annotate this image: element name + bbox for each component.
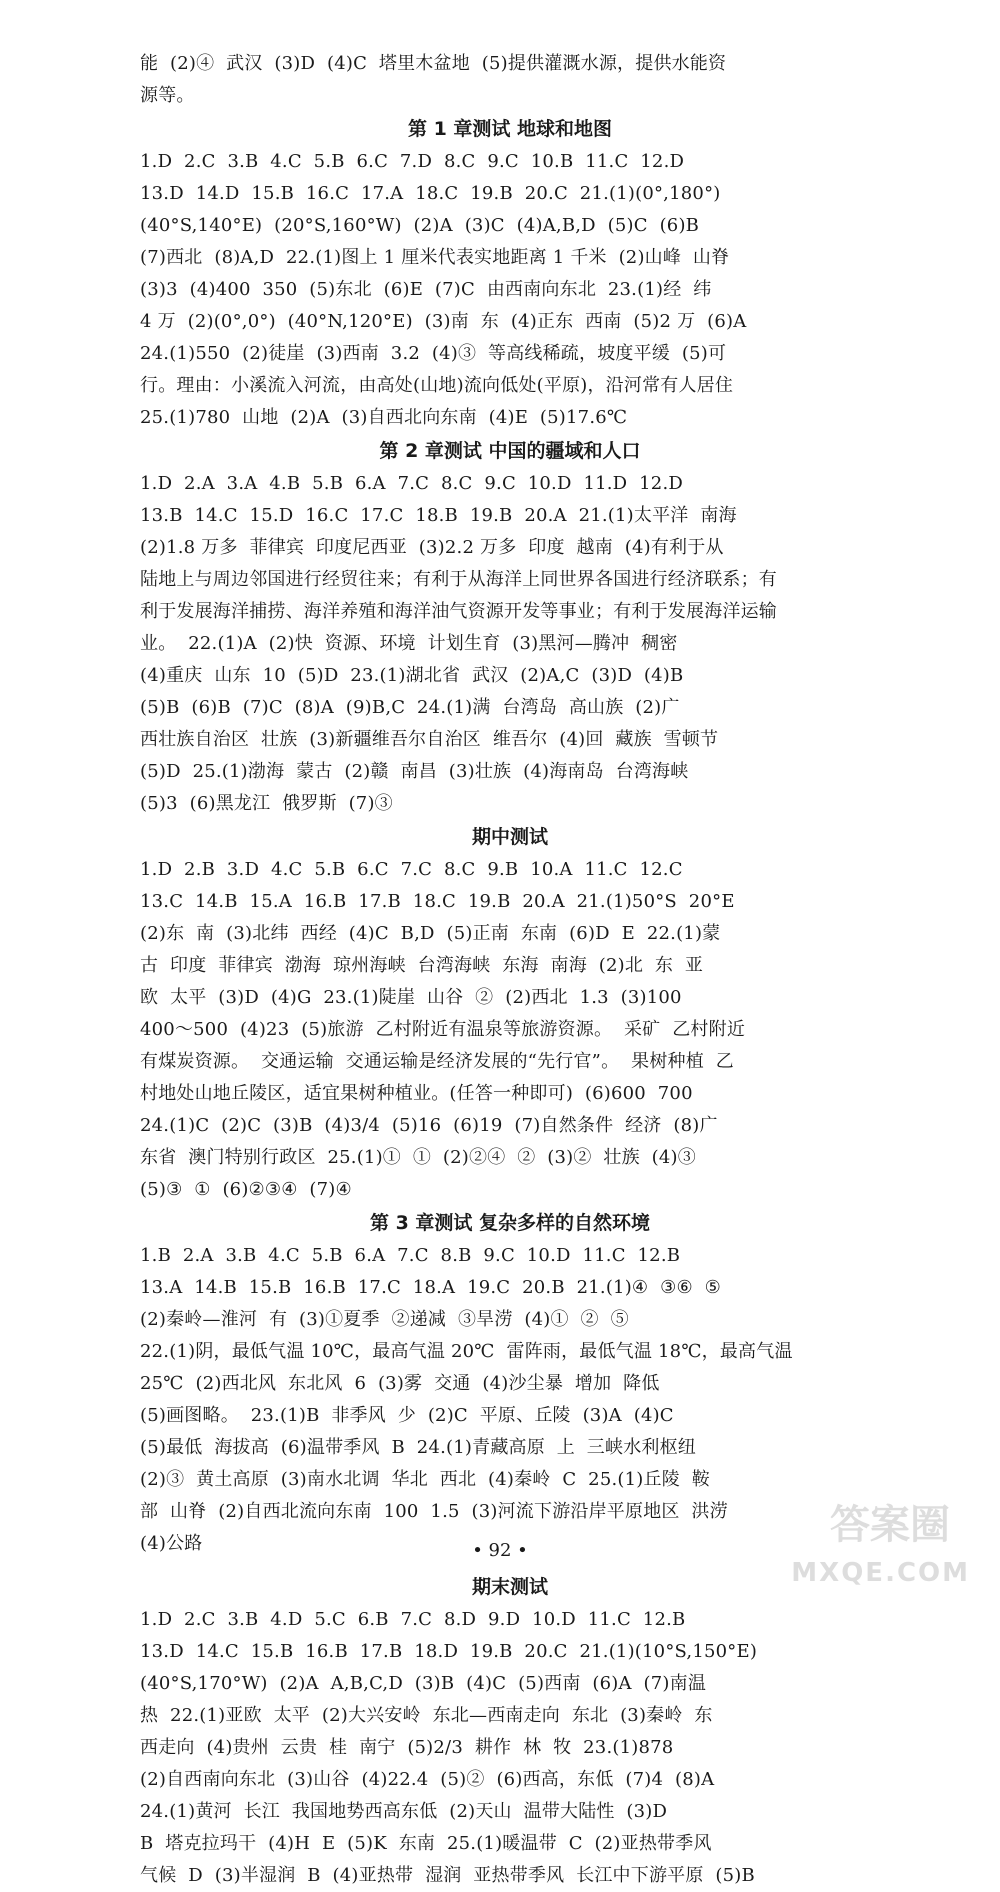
test-section	[140, 820, 880, 1206]
answer-line: 1.D 2.C 3.B 4.D 5.C 6.B 7.C 8.D 9.D 10.D 11.C 12.B	[140, 1609, 686, 1630]
answer-line: 13.D 14.C 15.B 16.B 17.B 18.D 19.B 20.C 21.(1)(10°S,150°E)	[140, 1641, 758, 1662]
watermark-url: MXQE.COM	[791, 1558, 970, 1588]
test-section	[140, 1206, 880, 1570]
answer-line: 东省 澳门特别行政区 25.(1)① ① (2)②④ ② (3)② 壮族 (4)③	[140, 1147, 696, 1168]
answer-line: 13.C 14.B 15.A 16.B 17.B 18.C 19.B 20.A 21.(1)50°S 20°E	[140, 891, 735, 912]
answer-line: 西壮族自治区 壮族 (3)新疆维吾尔自治区 维吾尔 (4)回 藏族 雪顿节	[140, 729, 719, 750]
answer-line: 13.D 14.D 15.B 16.C 17.A 18.C 19.B 20.C 21.(1)(0°,180°)	[140, 183, 721, 204]
answer-line: (5)3 (6)黑龙江 俄罗斯 (7)③	[140, 793, 393, 814]
answer-line: 西走向 (4)贵州 云贵 桂 南宁 (5)2/3 耕作 林 牧 23.(1)878	[140, 1737, 674, 1758]
answer-line: (3)3 (4)400 350 (5)东北 (6)E (7)C 由西南向东北 23.(1)经 纬	[140, 279, 712, 300]
answer-line: (5)D 25.(1)渤海 蒙古 (2)赣 南昌 (3)壮族 (4)海南岛 台湾海峡	[140, 761, 689, 782]
answer-line: 欧 太平 (3)D (4)G 23.(1)陡崖 山谷 ② (2)西北 1.3 (3)100	[140, 987, 682, 1008]
answer-content	[140, 48, 880, 1892]
answer-line: 4 万 (2)(0°,0°) (40°N,120°E) (3)南 东 (4)正东 西南 (5)2 万 (6)A	[140, 311, 747, 332]
answer-line: (2)③ 黄土高原 (3)南水北调 华北 西北 (4)秦岭 C 25.(1)丘陵 鞍	[140, 1469, 710, 1490]
answer-line: 1.D 2.A 3.A 4.B 5.B 6.A 7.C 8.C 9.C 10.D 11.D 12.D	[140, 473, 684, 494]
answer-line: (2)1.8 万多 菲律宾 印度尼西亚 (3)2.2 万多 印度 越南 (4)有利于从	[140, 537, 724, 558]
answer-line: (2)自西南向东北 (3)山谷 (4)22.4 (5)② (6)西高，东低 (7)4 (8)A	[140, 1769, 715, 1790]
answer-line: (5)B (6)B (7)C (8)A (9)B,C 24.(1)满 台湾岛 高山族 (2)广	[140, 697, 680, 718]
section-title: 期末测试	[471, 1576, 548, 1598]
test-section	[140, 1570, 880, 1892]
answer-line: 24.(1)C (2)C (3)B (4)3/4 (5)16 (6)19 (7)自然条件 经济 (8)广	[140, 1115, 718, 1136]
section-gap	[140, 1560, 880, 1570]
answer-line: (5)最低 海拔高 (6)温带季风 B 24.(1)青藏高原 上 三峡水利枢纽	[140, 1437, 697, 1458]
section-title: 期中测试	[471, 826, 548, 848]
intro-block	[140, 48, 880, 112]
answer-line: 24.(1)黄河 长江 我国地势西高东低 (2)天山 温带大陆性 (3)D	[140, 1801, 668, 1822]
answer-line: 部 山脊 (2)自西北流向东南 100 1.5 (3)河流下游沿岸平原地区 洪涝	[140, 1501, 728, 1522]
watermark-text: 答案圈	[830, 1502, 950, 1548]
answer-line: (2)东 南 (3)北纬 西经 (4)C B,D (5)正南 东南 (6)D E 22.(1)蒙	[140, 923, 721, 944]
answer-line: 13.A 14.B 15.B 16.B 17.C 18.A 19.C 20.B 21.(1)④ ③⑥ ⑤	[140, 1277, 721, 1298]
answer-line: (40°S,170°W) (2)A A,B,C,D (3)B (4)C (5)西南 (6)A (7)南温	[140, 1673, 707, 1694]
answer-line: 行。理由：小溪流入河流，由高处(山地)流向低处(平原)，沿河常有人居住	[140, 375, 734, 396]
answer-line: 有煤炭资源。 交通运输 交通运输是经济发展的“先行官”。 果树种植 乙	[140, 1051, 734, 1072]
section-title: 第 1 章测试 地球和地图	[407, 118, 613, 140]
answer-line: 400～500 (4)23 (5)旅游 乙村附近有温泉等旅游资源。 采矿 乙村附近	[140, 1019, 746, 1040]
answer-line: 13.B 14.C 15.D 16.C 17.C 18.B 19.B 20.A 21.(1)太平洋 南海	[140, 505, 737, 526]
answer-line: (40°S,140°E) (20°S,160°W) (2)A (3)C (4)A,B,D (5)C (6)B	[140, 215, 700, 236]
answer-line: 古 印度 菲律宾 渤海 琼州海峡 台湾海峡 东海 南海 (2)北 东 亚	[140, 955, 704, 976]
answer-line: (4)公路	[140, 1533, 203, 1554]
answer-line: (7)西北 (8)A,D 22.(1)图上 1 厘米代表实地距离 1 千米 (2)山峰 山脊	[140, 247, 730, 268]
intro-line: 能 (2)④ 武汉 (3)D (4)C 塔里木盆地 (5)提供灌溉水源，提供水能资	[140, 53, 727, 74]
answer-line: (5)画图略。 23.(1)B 非季风 少 (2)C 平原、丘陵 (3)A (4)C	[140, 1405, 674, 1426]
answer-line: 村地处山地丘陵区，适宜果树种植业。(任答一种即可) (6)600 700	[140, 1083, 693, 1104]
answer-line: 25.(1)780 山地 (2)A (3)自西北向东南 (4)E (5)17.6℃	[140, 407, 628, 428]
sections-container	[140, 112, 880, 1892]
answer-line: 业。 22.(1)A (2)快 资源、环境 计划生育 (3)黑河—腾冲 稠密	[140, 633, 678, 654]
answer-line: 1.D 2.B 3.D 4.C 5.B 6.C 7.C 8.C 9.B 10.A 11.C 12.C	[140, 859, 683, 880]
answer-line: 气候 D (3)半湿润 B (4)亚热带 湿润 亚热带季风 长江中下游平原 (5)B	[140, 1865, 755, 1886]
answer-line: 1.D 2.C 3.B 4.C 5.B 6.C 7.D 8.C 9.C 10.B 11.C 12.D	[140, 151, 685, 172]
answer-line: 24.(1)550 (2)徒崖 (3)西南 3.2 (4)③ 等高线稀疏，坡度平缓 (5)可	[140, 343, 727, 364]
section-title: 第 3 章测试 复杂多样的自然环境	[369, 1212, 651, 1234]
answer-line: 热 22.(1)亚欧 太平 (2)大兴安岭 东北—西南走向 东北 (3)秦岭 东	[140, 1705, 713, 1726]
intro-line: 源等。	[140, 85, 195, 106]
answer-line: 利于发展海洋捕捞、海洋养殖和海洋油气资源开发等事业；有利于发展海洋运输	[140, 601, 777, 622]
answer-line: (4)重庆 山东 10 (5)D 23.(1)湖北省 武汉 (2)A,C (3)D (4)B	[140, 665, 684, 686]
watermark-logo	[780, 1502, 980, 1588]
answer-line: (5)③ ① (6)②③④ (7)④	[140, 1179, 352, 1200]
answer-line: 22.(1)阴，最低气温 10℃，最高气温 20℃ 雷阵雨，最低气温 18℃，最高气温	[140, 1341, 793, 1362]
answer-line: 陆地上与周边邻国进行经贸往来；有利于从海洋上同世界各国进行经济联系；有	[140, 569, 777, 590]
answer-line: 25℃ (2)西北风 东北风 6 (3)雾 交通 (4)沙尘暴 增加 降低	[140, 1373, 660, 1394]
test-section	[140, 434, 880, 820]
answer-line: 1.B 2.A 3.B 4.C 5.B 6.A 7.C 8.B 9.C 10.D 11.C 12.B	[140, 1245, 681, 1266]
answer-line: (2)秦岭—淮河 有 (3)①夏季 ②递减 ③旱涝 (4)① ② ⑤	[140, 1309, 629, 1330]
page-number: • 92 •	[472, 1540, 528, 1561]
test-section	[140, 112, 880, 434]
section-title: 第 2 章测试 中国的疆域和人口	[379, 440, 641, 462]
answer-line: B 塔克拉玛干 (4)H E (5)K 东南 25.(1)暖温带 C (2)亚热带季风	[140, 1833, 712, 1854]
